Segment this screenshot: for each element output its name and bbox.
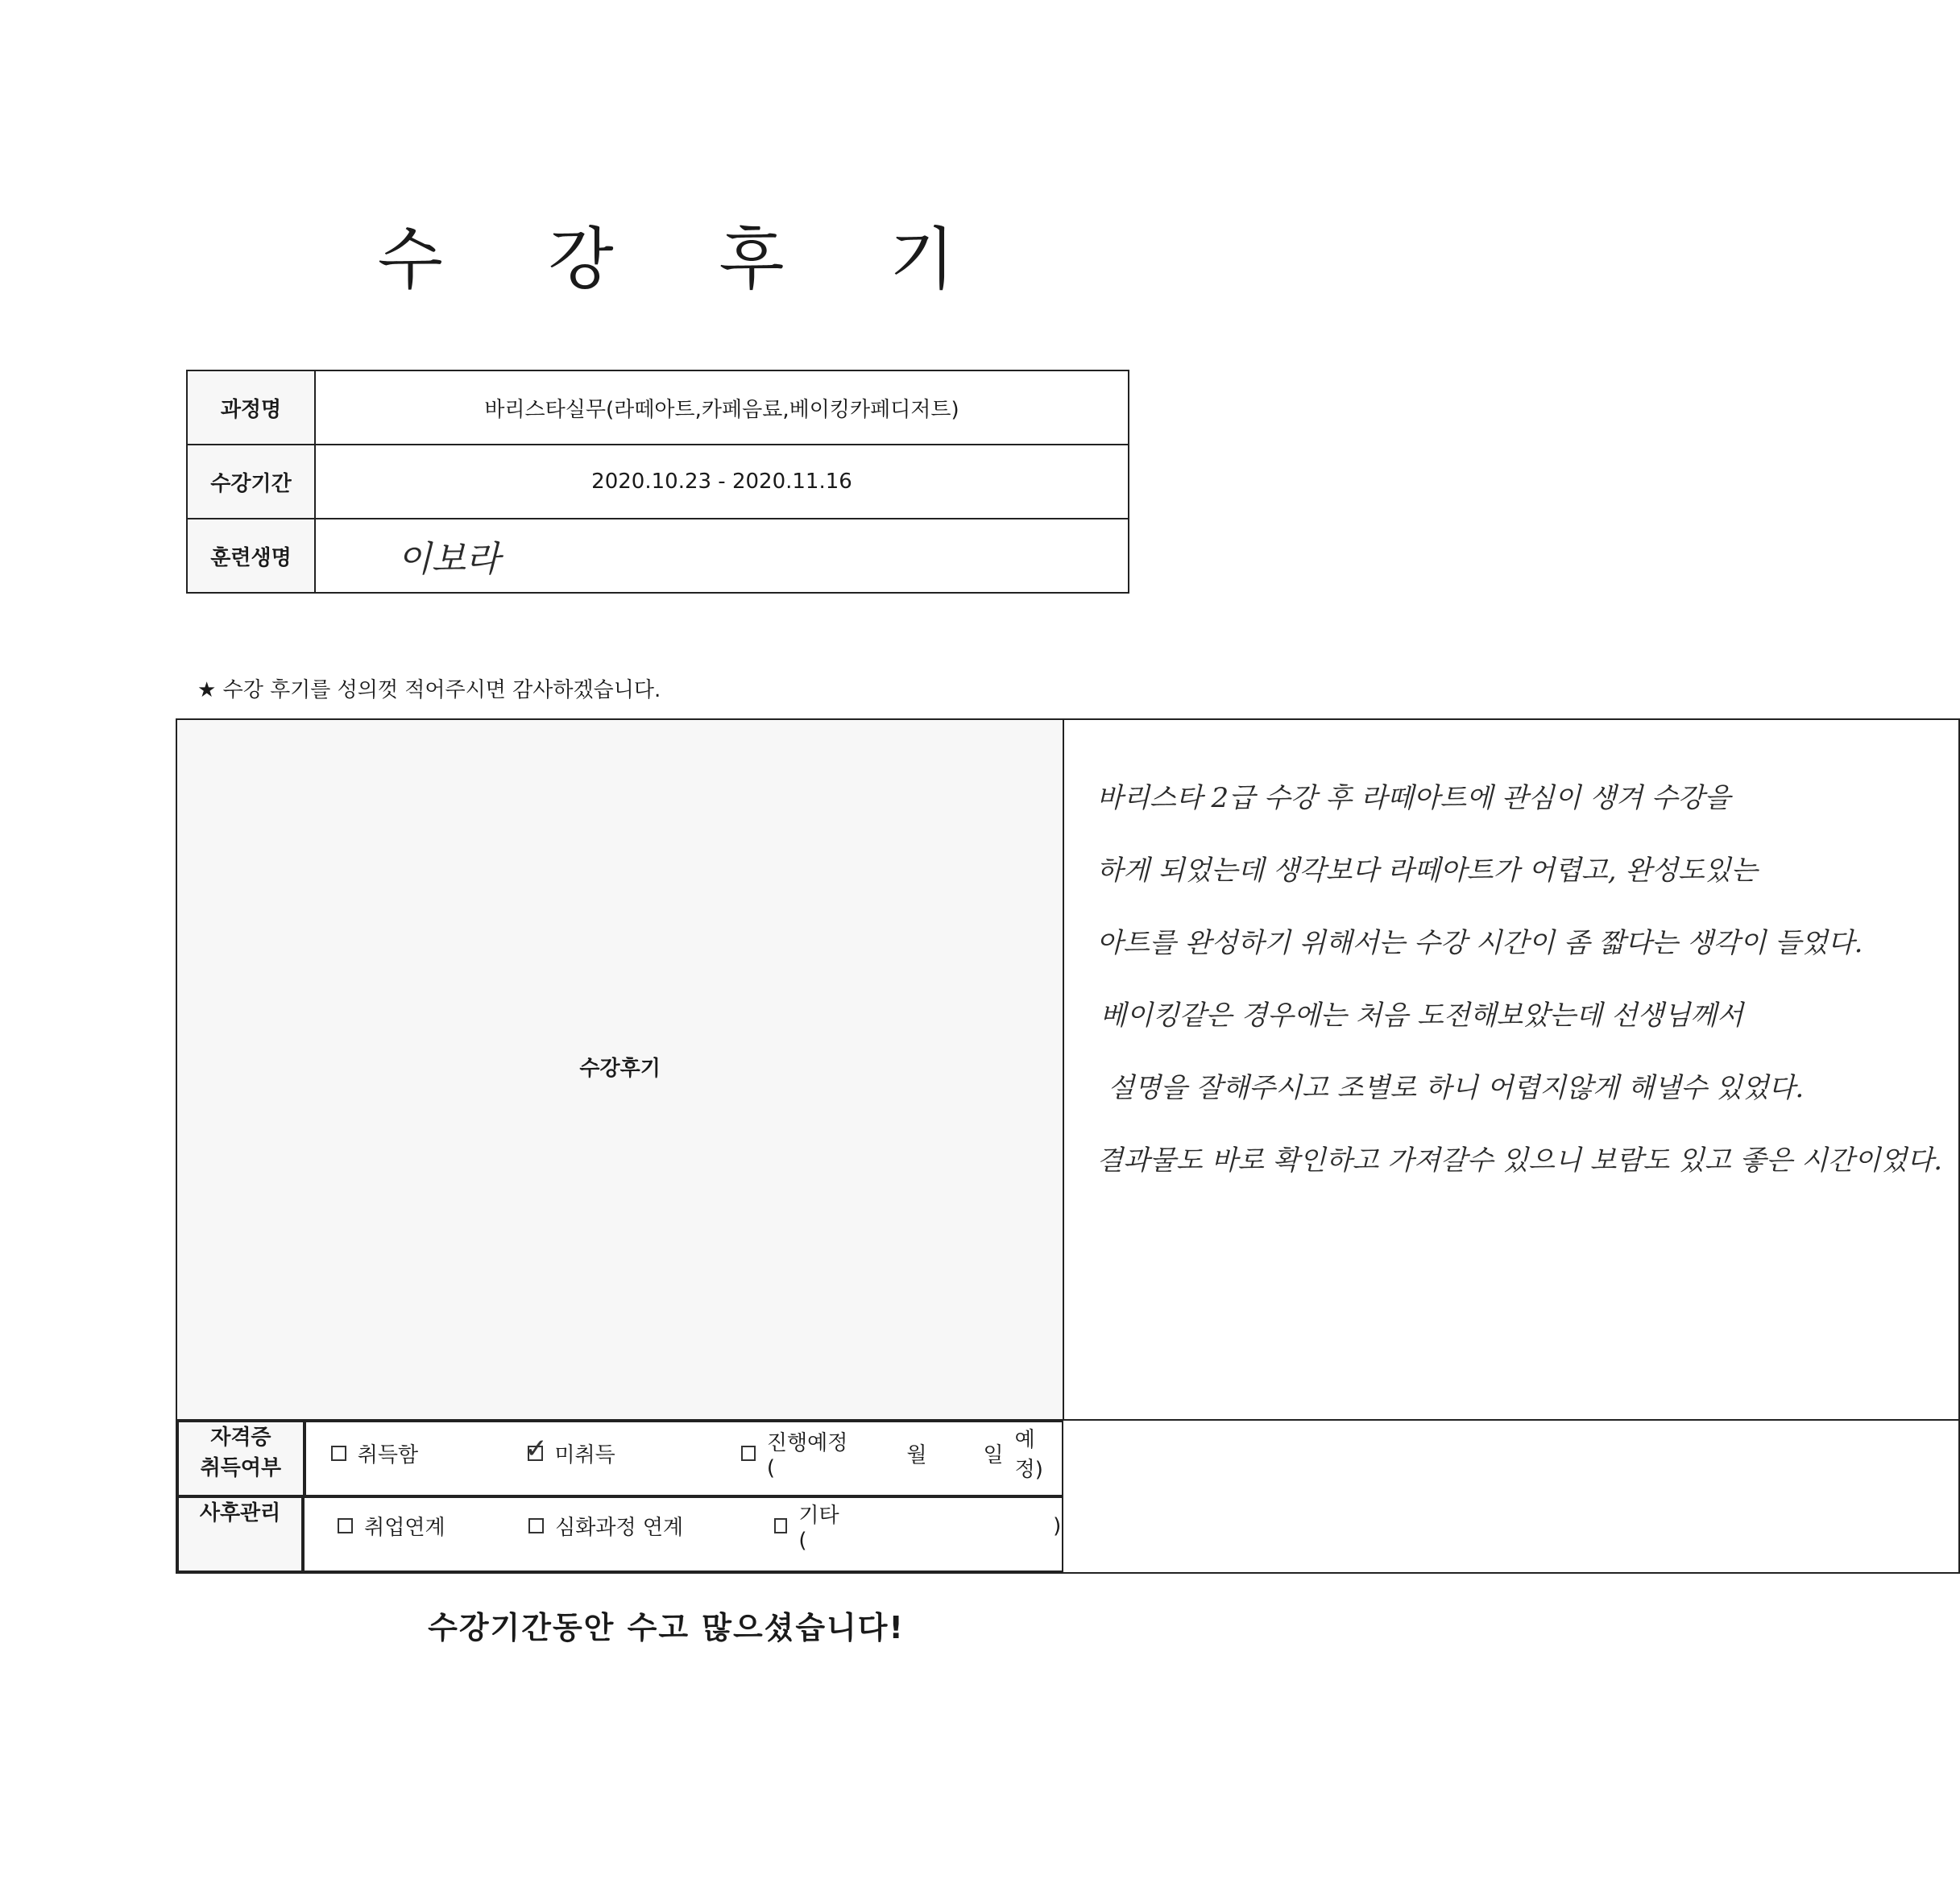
checkbox-other[interactable] [774, 1518, 788, 1533]
review-line: 결과물도 바로 확인하고 가져갈수 있으니 보람도 있고 좋은 시간이었다. [1096, 1144, 1943, 1177]
period-row [187, 445, 1129, 519]
option-employment[interactable] [338, 1511, 528, 1541]
review-table [176, 718, 1960, 1574]
review-line: 아트를 완성하기 위해서는 수강 시간이 좀 짧다는 생각이 들었다. [1096, 927, 1863, 959]
planned-day: 일 [983, 1442, 1004, 1467]
instruction-text: ★ 수강 후기를 성의껏 적어주시면 감사하겠습니다. [197, 678, 661, 702]
option-not-acquired-label: 미취득 [554, 1442, 615, 1467]
review-line: 하게 되었는데 생각보다 라떼아트가 어렵고, 완성도있는 [1096, 855, 1758, 887]
trainee-name-handwritten: 이보라 [397, 539, 500, 580]
checkbox-not-acquired[interactable] [524, 1432, 548, 1465]
option-not-acquired[interactable] [524, 1432, 740, 1468]
certificate-row [177, 1421, 1063, 1496]
certificate-label [177, 1421, 305, 1496]
checkbox-employment[interactable] [338, 1518, 353, 1533]
course-row [187, 370, 1129, 445]
aftercare-label: 사후관리 [177, 1496, 303, 1572]
handwritten-review [1064, 720, 1958, 1197]
option-acquired-label: 취득함 [357, 1442, 419, 1467]
course-value: 바리스타실무(라떼아트,카페음료,베이킹카페디저트) [315, 370, 1129, 445]
course-info-table [186, 370, 1129, 594]
option-advanced[interactable] [528, 1511, 774, 1541]
trainee-label: 훈련생명 [187, 519, 315, 593]
option-other-label: 기타( [798, 1504, 839, 1553]
trainee-value-cell [315, 519, 1129, 593]
option-acquired[interactable] [331, 1438, 528, 1468]
option-advanced-label: 심화과정 연계 [555, 1516, 684, 1540]
review-label: 수강후기 [176, 719, 1063, 1420]
planned-end: 예정) [1014, 1428, 1043, 1482]
option-planned-label: 진행예정 ( [766, 1430, 848, 1480]
checkbox-planned[interactable] [741, 1446, 756, 1461]
certificate-label-line2: 취득여부 [200, 1455, 282, 1480]
certificate-label-line1: 자격증 [210, 1426, 271, 1450]
option-employment-label: 취업연계 [364, 1516, 445, 1540]
option-other-end: ) [1053, 1513, 1062, 1538]
review-body [1063, 719, 1959, 1420]
closing-message: 수강기간동안 수고 많으셨습니다! [428, 1610, 905, 1645]
option-other[interactable] [774, 1499, 1061, 1553]
checkmark-icon: ✓ [524, 1432, 548, 1465]
option-planned[interactable] [741, 1423, 1062, 1483]
period-value: 2020.10.23 - 2020.11.16 [315, 445, 1129, 519]
planned-month: 월 [906, 1442, 927, 1467]
certificate-options [305, 1421, 1064, 1496]
checkbox-advanced[interactable] [528, 1518, 544, 1533]
review-line: 설명을 잘해주시고 조별로 하니 어렵지않게 해낼수 있었다. [1108, 1072, 1805, 1104]
period-label: 수강기간 [187, 445, 315, 519]
trainee-row [187, 519, 1129, 593]
document-title: 수 강 후 기 [377, 220, 997, 299]
aftercare-row [177, 1496, 1063, 1572]
checkbox-acquired[interactable] [331, 1446, 346, 1461]
aftercare-options [303, 1496, 1063, 1572]
course-label: 과정명 [187, 370, 315, 445]
review-row [176, 719, 1959, 1420]
review-line: 베이킹같은 경우에는 처음 도전해보았는데 선생님께서 [1100, 999, 1743, 1032]
review-line: 바리스타 2급 수강 후 라떼아트에 관심이 생겨 수강을 [1096, 782, 1731, 814]
